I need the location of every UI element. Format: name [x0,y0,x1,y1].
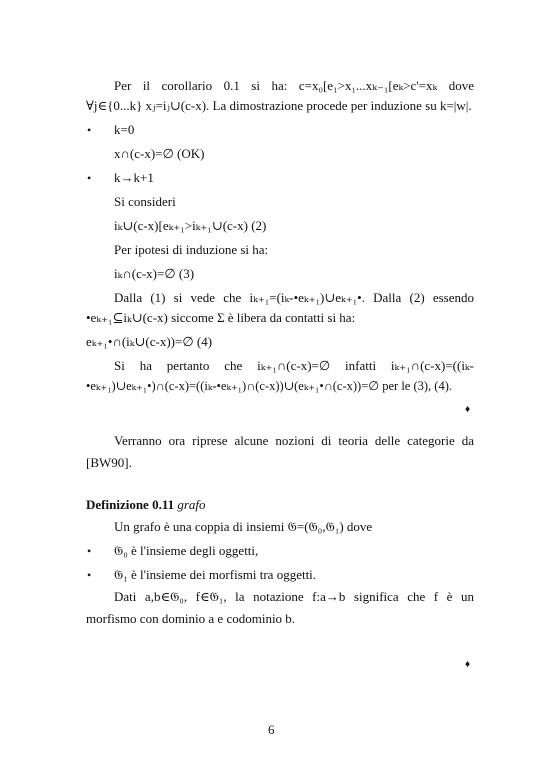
base-result: x∩(c-x)=∅ (OK) [114,146,205,161]
page-number: 6 [268,722,275,737]
proof-line-1: Per il corollario 0.1 si ha: c=x₀[e₁>x₁...xₖ₋₁[eₖ>c'=xₖ dove [114,78,474,93]
intro-line-1: Verranno ora riprese alcune nozioni di teoria delle categorie da [114,433,474,448]
dalla-line-2: •eₖ₊₁⊆iₖ∪(c-x) siccome Σ è libera da contatti si ha: [86,310,356,325]
equation-3: iₖ∩(c-x)=∅ (3) [114,266,195,281]
intro-line-2: [BW90]. [86,455,132,470]
dati-line-1: Dati a,b∈𝔊₀, f∈𝔊₁, la notazione f:a→b significa che f è un [114,589,474,604]
bullet-marker: • [87,123,92,137]
definition-item-1: 𝔊₀ è l'insieme degli oggetti, [114,543,259,558]
bullet-marker: • [87,171,92,185]
equation-4: eₖ₊₁•∩(iₖ∪(c-x))=∅ (4) [86,334,213,349]
bullet-marker: • [87,568,92,582]
consider-text: Si consideri [114,194,176,209]
bullet-marker: • [87,544,92,558]
dalla-line-1: Dalla (1) si vede che iₖ₊₁=(iₖ-•eₖ₊₁)∪eₖ₊₁•. Dalla (2) essendo [114,290,474,305]
definition-heading [86,497,206,513]
end-of-definition-mark: ♦ [465,659,471,670]
end-of-proof-mark: ♦ [465,404,471,415]
base-case: k=0 [114,122,135,137]
definition-body: Un grafo è una coppia di insiemi 𝔊=(𝔊₀,𝔊₁) dove [114,519,373,534]
proof-line-2: ∀j∈{0...k} xⱼ=iⱼ∪(c-x). La dimostrazione procede per induzione su k=|w|. [86,98,472,113]
definition-item-2: 𝔊₁ è l'insieme dei morfismi tra oggetti. [114,567,317,582]
step-case: k→k+1 [114,170,154,185]
equation-2: iₖ∪(c-x)[eₖ₊₁>iₖ₊₁∪(c-x) (2) [114,218,267,233]
dati-line-2: morfismo con dominio a e codominio b. [86,611,296,626]
conclusion-line-1: Si ha pertanto che iₖ₊₁∩(c-x)=∅ infatti iₖ₊₁∩(c-x)=((iₖ- [114,358,474,373]
definition-term: grafo [177,497,206,512]
conclusion-line-2: •eₖ₊₁)∪eₖ₊₁•)∩(c-x)=((iₖ-•eₖ₊₁)∩(c-x))∪(eₖ₊₁•∩(c-x))=∅ per le (3), (4). [86,379,453,393]
hypothesis-text: Per ipotesi di induzione si ha: [114,242,269,257]
definition-label: Definizione 0.11 [86,497,175,512]
